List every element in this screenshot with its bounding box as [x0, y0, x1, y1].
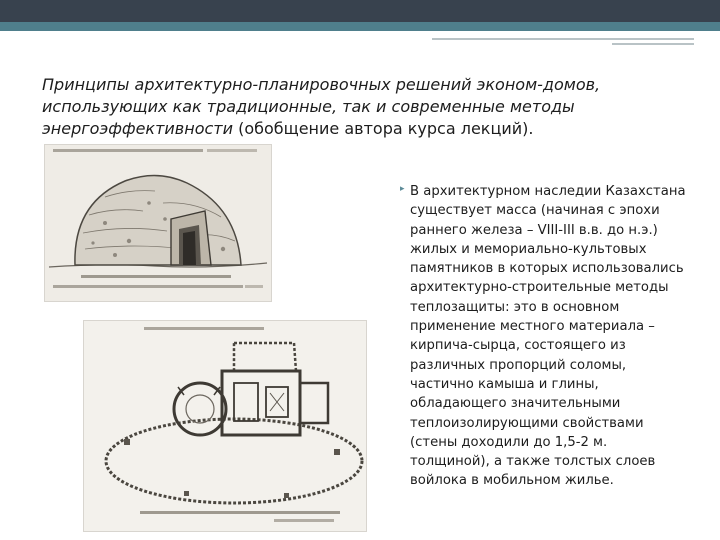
slide-title-italic: Принципы архитектурно-планировочных решений эконом-домов, использующих как традиционные, так и современные методы энергоэффективности: [42, 75, 601, 138]
decorative-line: [432, 38, 694, 40]
slide-title-regular: (обобщение автора курса лекций).: [233, 119, 534, 138]
mausoleum-sketch-image: [44, 144, 272, 302]
header-accent-strip: [0, 22, 720, 31]
slide-title: [42, 74, 692, 140]
floor-plan-sketch-image: [83, 320, 367, 532]
bullet-text: В архитектурном наследии Казахстана существует масса (начиная с эпохи раннего железа – VIII-III в.в. до н.э.) жилых и мемориально-культовых памятников в которых использовались архитектурно-строительные методы теплозащиты: это в основном применение местного материала – кирпича-сырца, состоящего из различных пропорций соломы, частично камыша и глины, обладающего значительными теплоизолирующими свойствами (стены доходили до 1,5-2 м. толщиной), а также толстых слоев войлока в мобильном жилье.: [410, 184, 686, 489]
triangle-bullet-icon: ▸: [400, 184, 405, 194]
header-bar: [0, 0, 720, 22]
decorative-line-short: [612, 43, 694, 45]
bullet-item: [400, 182, 688, 491]
